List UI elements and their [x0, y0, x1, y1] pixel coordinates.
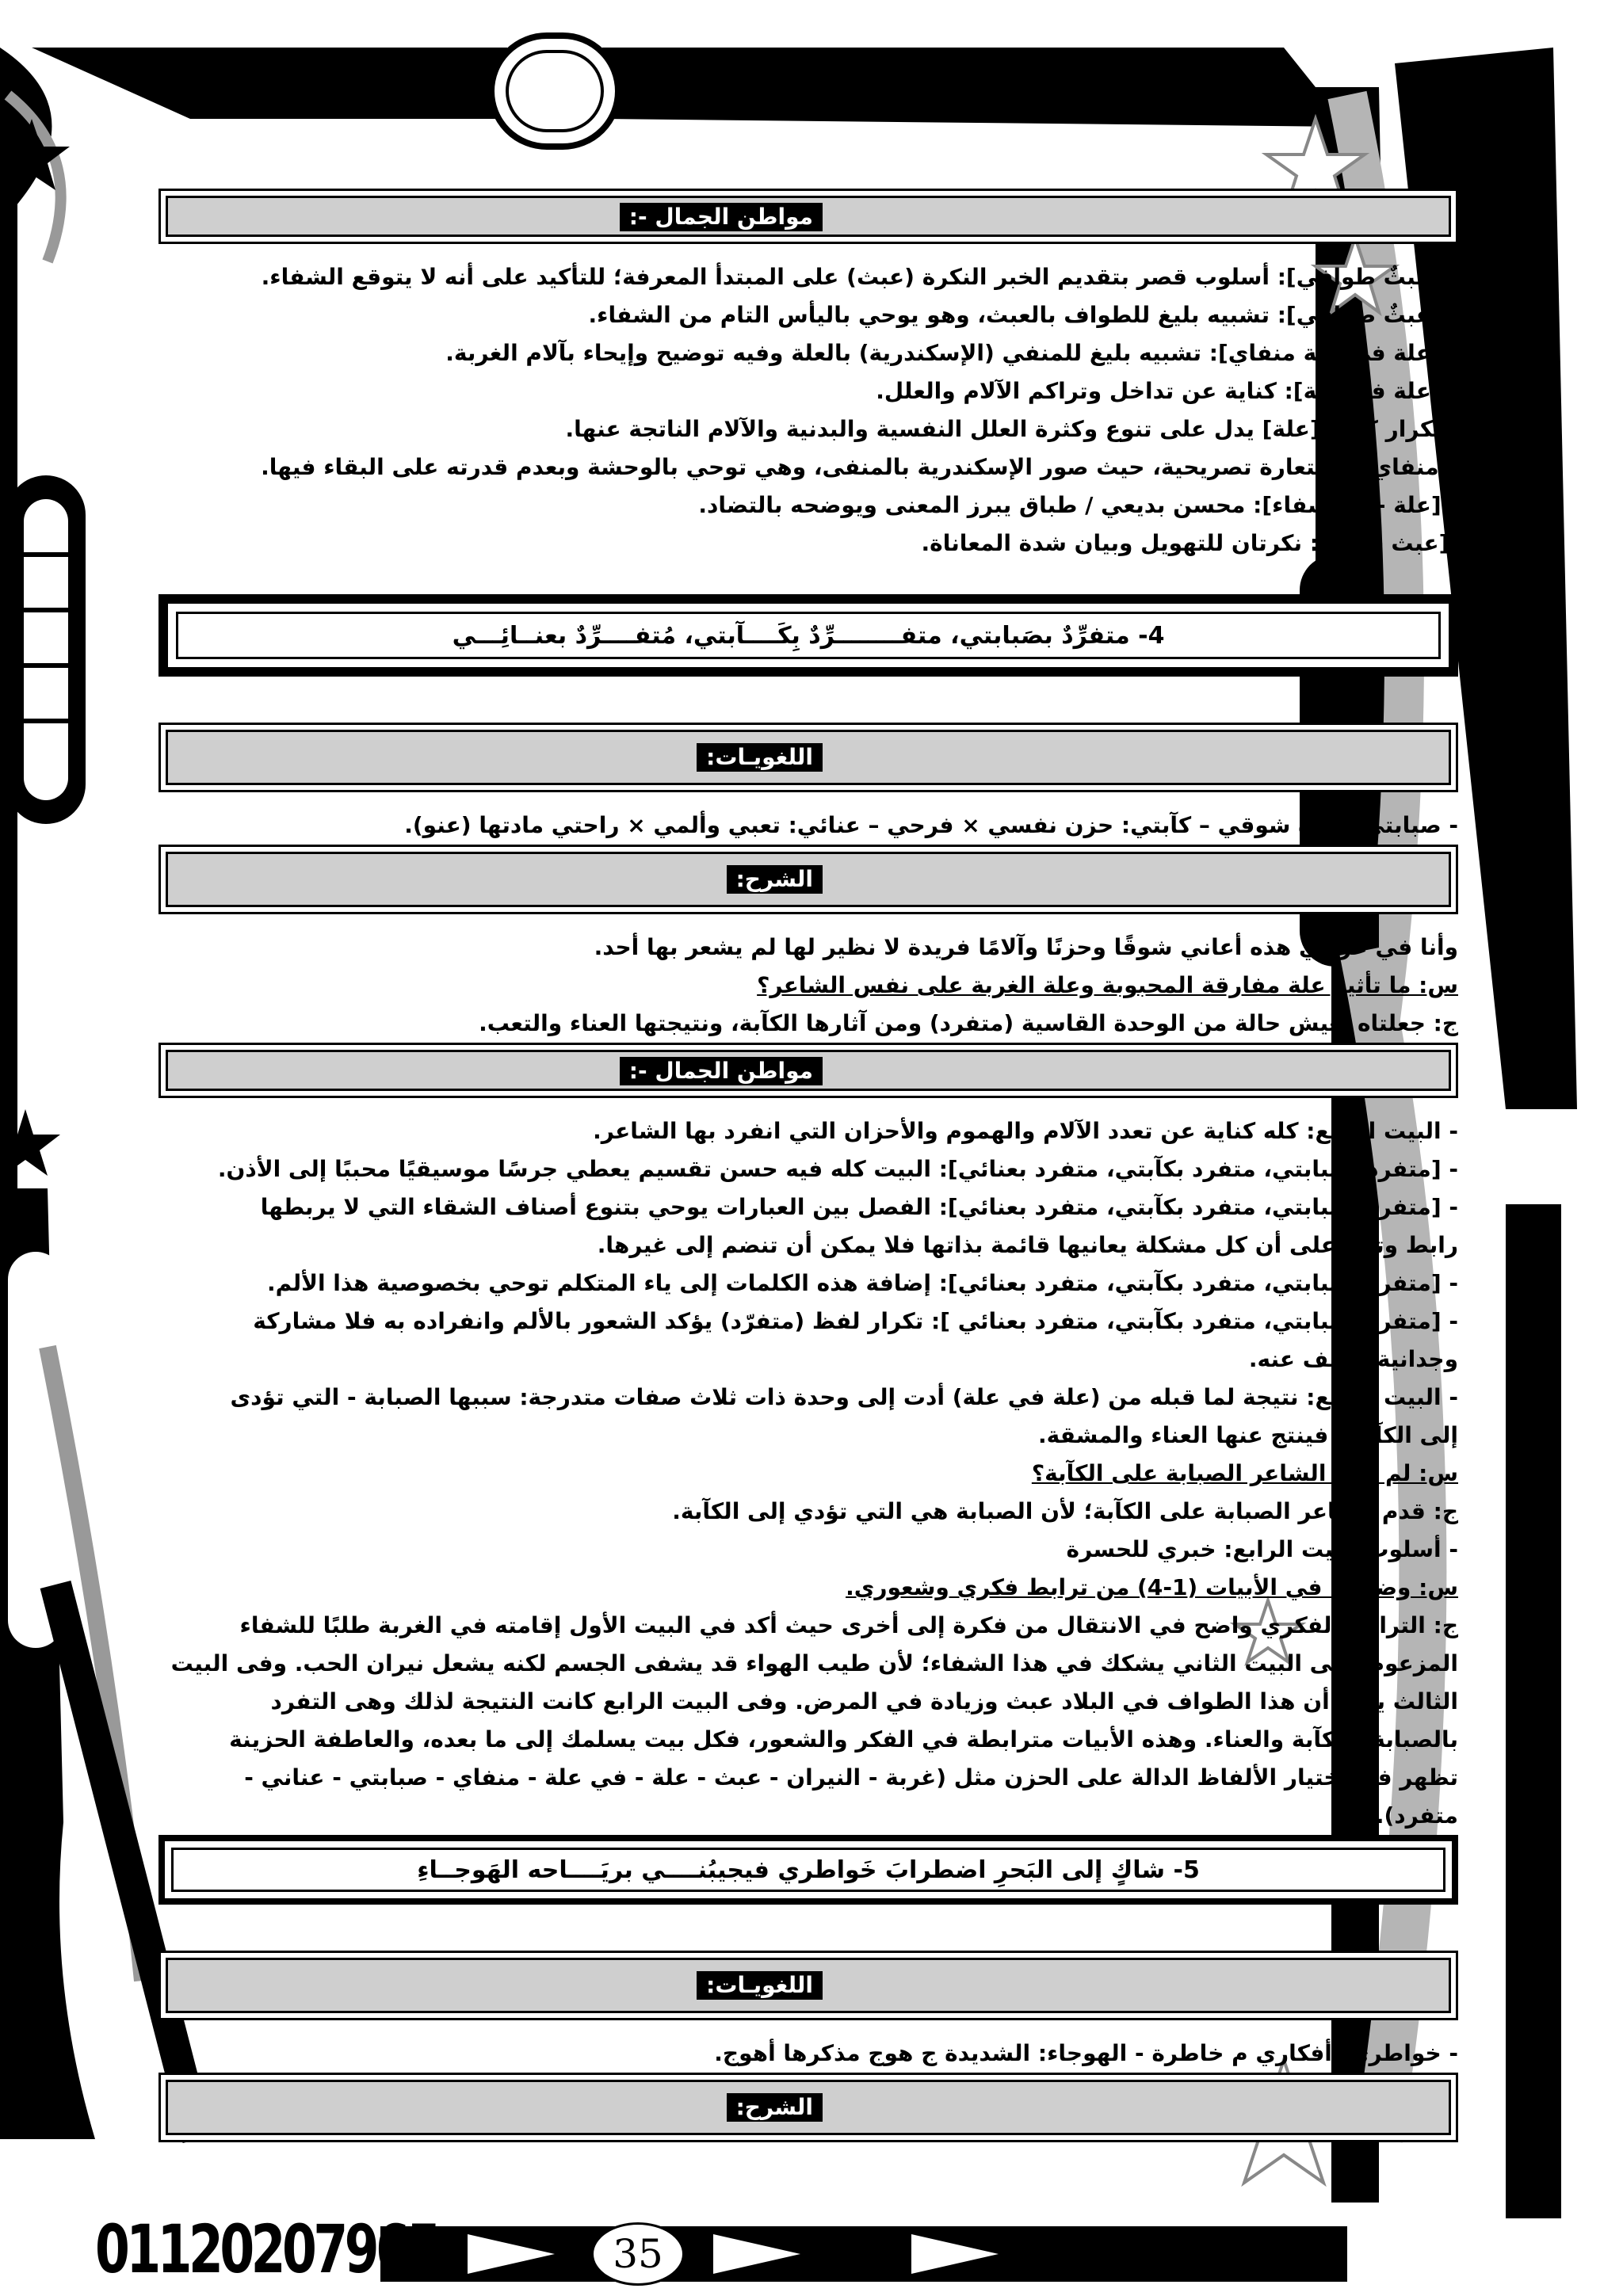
section-title: اللغويـات:: [697, 1971, 823, 2000]
question-line: س: ما تأثير علة مفارقة المحبوبة وعلة الغربة على نفس الشاعر؟: [757, 972, 1458, 998]
text-line: المزعوم وفى البيت الثاني يشكك في هذا الشفاء؛ لأن طيب الهواء قد يشفى الجسم لكنه يشعل نيران الحب. وفى البيت: [170, 1650, 1458, 1676]
text-line: - [متفرد بصبابتي، متفرد بكآبتي، متفرد بعنائي]: البيت كله فيه حسن تقسيم يعطي جرسًا موسيقيًا محببًا إلى الأذن.: [217, 1156, 1458, 1182]
section-header-vocab-1: [158, 723, 1458, 792]
text-line: - البيت الرابع: كله كناية عن تعدد الآلام والهموم والأحزان التي انفرد بها الشاعر.: [593, 1118, 1458, 1144]
section-header-vocab-2: [158, 1951, 1458, 2020]
text-line: - [عبثٌ طوافي]: أسلوب قصر بتقديم الخبر النكرة (عبث) على المبتدأ المعرفة؛ للتأكيد على أنه لا يتوقع الشفاء.: [261, 264, 1458, 290]
text-line: - البيت الرابع: نتيجة لما قبله من (علة في علة) أدت إلى وحدة ذات ثلاث صفات متدرجة: سببها الصبابة - التي تؤدى: [230, 1384, 1458, 1410]
section-title: اللغويـات:: [697, 743, 823, 772]
answer-line: ج: الترابط الفكري واضح في الانتقال من فكرة إلى أخرى حيث أكد في البيت الأول إقامته في الغربة طلبًا للشفاء: [239, 1612, 1458, 1638]
question-line: س: لم قدم الشاعر الصبابة على الكآبة؟: [1031, 1460, 1458, 1486]
page-number: 35: [591, 2222, 685, 2286]
answer-line: ج: قدم الشاعر الصبابة على الكآبة؛ لأن الصبابة هي التي تؤدي إلى الكآبة.: [672, 1498, 1458, 1524]
text-line: - [علة - استشفاء]: محسن بديعي / طباق يبرز المعنى ويوضحه بالتضاد.: [698, 492, 1458, 518]
section-title: الشرح:: [727, 2093, 823, 2122]
text-line: -[عبث - علة]: نكرتان للتهويل وبيان شدة المعاناة.: [921, 530, 1458, 556]
text-line: الثالث يؤكد أن هذا الطواف في البلاد عبث وزيادة في المرض. وفى البيت الرابع كانت النتيجة لذلك وهى التفرد: [270, 1688, 1458, 1714]
text-line: -[منفاي]: استعارة تصريحية، حيث صور الإسكندرية بالمنفى، وهي توحي بالوحشة وبعدم قدرته على البقاء فيها.: [261, 454, 1458, 480]
verse-text: 4- متفرِّدٌ بصَبابتي، متفــــــــرِّدٌ بِكَــــآبتي، مُتفــــرِّدٌ بعنــائِـــي: [452, 621, 1165, 650]
text-line: - [عبثٌ طوافي]: تشبيه بليغ للطواف بالعبث، وهو يوحي باليأس التام من الشفاء.: [588, 302, 1458, 328]
section-header-explain-2: [158, 2073, 1458, 2142]
text-line: متفرد).: [1375, 1802, 1458, 1829]
text-line: وأنا في غربتي هذه أعاني شوقًا وحزنًا وآلامًا فريدة لا نظير لها لم يشعر بها أحد.: [594, 934, 1458, 960]
text-line: - تكرار كلمة [علة] يدل على تنوع وكثرة العلل النفسية والبدنية والآلام الناتجة عنها.: [565, 416, 1458, 442]
text-line: - صبابتي: شدة شوقي – كآبتي: حزن نفسي × فرحي – عنائي: تعبي وألمي × راحتي مادتها (عنو).: [404, 812, 1458, 838]
text-line: وجدانية تخفف عنه.: [1248, 1346, 1458, 1372]
text-line: - [علة في علة منفاي]: تشبيه بليغ للمنفي (الإسكندرية) بالعلة وفيه توضيح وإيحاء بآلام الغربة.: [445, 340, 1458, 366]
phone-number: 01120207965: [95, 2210, 438, 2288]
text-line: - أسلوب البيت الرابع: خبري للحسرة: [1066, 1536, 1458, 1562]
section-title: مواطن الجمال -:: [620, 203, 823, 231]
section-header-explain-1: [158, 845, 1458, 914]
text-line: رابط وتدل على أن كل مشكلة يعانيها قائمة بذاتها فلا يمكن أن تنضم إلى غيرها.: [597, 1232, 1458, 1258]
section-header-beauty-2: [158, 1043, 1458, 1098]
section-title: الشرح:: [727, 865, 823, 894]
text-line: تظهر في اختيار الألفاظ الدالة على الحزن مثل (غربة - النيران - عبث - علة - في علة - منفاي - صبابتي - عناني -: [244, 1764, 1458, 1791]
section-header-beauty-1: [158, 189, 1458, 244]
page-content: [158, 189, 1458, 2157]
verse-box-4: [158, 594, 1458, 677]
text-line: بالصبابة والكآبة والعناء. وهذه الأبيات مترابطة في الفكر والشعور، فكل بيت يسلمك إلى ما بعده، والعاطفة الحزينة: [229, 1726, 1458, 1753]
text-line: - خواطري: أفكاري م خاطرة - الهوجاء: الشديدة ج هوج مذكرها أهوج.: [714, 2040, 1458, 2066]
text-line: - [متفرد بصبابتي، متفرد بكآبتي، متفرد بعنائي ]: تكرار لفظ (متفرّد) يؤكد الشعور بالألم وانفراده به فلا مشاركة: [253, 1308, 1458, 1334]
question-line: س: وضح ما في الأبيات (1-4) من ترابط فكري وشعوري.: [846, 1574, 1458, 1600]
text-line: - [متفرد بصبابتي، متفرد بكآبتي، متفرد بعنائي]: إضافة هذه الكلمات إلى ياء المتكلم توحي بخصوصية هذا الألم.: [266, 1270, 1458, 1296]
verse-text: 5- شاكٍ إلى البَحرِ اضطرابَ خَواطري فيجيبُنــــي بريَــــاحه الهَوجــاءِ: [417, 1855, 1200, 1884]
text-line: - [متفرد بصبابتي، متفرد بكآبتي، متفرد بعنائي]: الفصل بين العبارات يوحي بتنوع أصناف الشقاء التي لا يربطها: [260, 1194, 1458, 1220]
section-title: مواطن الجمال -:: [620, 1057, 823, 1085]
verse-box-5: [158, 1835, 1458, 1905]
text-line: إلى الكآبة - فينتج عنها العناء والمشقة.: [1037, 1422, 1458, 1448]
answer-line: ج: جعلتاه يعيش حالة من الوحدة القاسية (متفرد) ومن آثارها الكآبة، ونتيجتها العناء والتعب.: [479, 1010, 1458, 1036]
text-line: - [علة في علة]: كناية عن تداخل وتراكم الآلام والعلل.: [876, 378, 1458, 404]
